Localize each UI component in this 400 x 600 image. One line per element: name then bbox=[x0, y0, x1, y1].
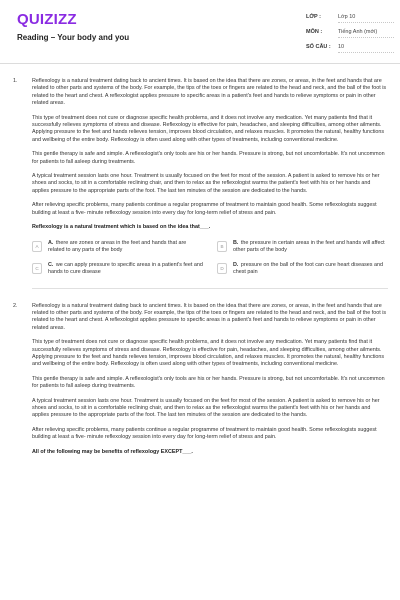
meta-value-class: Lớp 10 bbox=[338, 14, 394, 23]
option-d-key: D. bbox=[233, 261, 239, 268]
answer-options bbox=[32, 240, 388, 276]
question-number: 1. bbox=[13, 78, 18, 84]
passage-paragraph: After relieving specific problems, many patients continue a regular programme of treatment to maintain good health. Some reflexologists suggest building at least a five- minute reflexology session into every day for long-term relief of stress and pain. bbox=[32, 202, 377, 216]
meta-row-question-count bbox=[306, 42, 394, 55]
question-1 bbox=[0, 78, 400, 289]
meta-label-subject: MÔN : bbox=[306, 29, 323, 35]
worksheet-meta bbox=[306, 12, 394, 57]
option-c-label: we can apply pressure to specific areas in a patient's feet and hands to cure disease bbox=[48, 261, 203, 275]
option-d-checkbox[interactable]: D bbox=[217, 263, 227, 274]
question-2 bbox=[0, 303, 400, 457]
passage-paragraph: A typical treatment session lasts one hour. Treatment is usually focused on the feet for most of the session. A patient is asked to remove his or her shoes and socks, to sit in a comfortable reclining chair, and then to relax as the reflexologist warms the patient's feet with his or her hands and applies pressure to the appropriate parts of the foot. The last ten minutes of the session are dedicated to the hands. bbox=[32, 397, 380, 419]
option-b-label: the pressure in certain areas in the feet and hands will affect other parts of the body bbox=[233, 239, 385, 253]
passage-paragraph: A typical treatment session lasts one hour. Treatment is usually focused on the feet for most of the session. A patient is asked to remove his or her shoes and socks, to sit in a comfortable reclining chair, and then to relax as the reflexologist warms the patient's feet with his or her hands and applies pressure to the appropriate parts of the foot. The last ten minutes of the session are dedicated to the hands. bbox=[32, 173, 380, 194]
question-prompt: All of the following may be benefits of reflexology EXCEPT___. bbox=[32, 448, 193, 455]
header-divider bbox=[0, 63, 400, 64]
meta-label-class: LỚP : bbox=[306, 14, 321, 20]
option-d-label: pressure on the ball of the foot can cure heart diseases and chest pain bbox=[233, 261, 383, 275]
option-a-text bbox=[48, 240, 203, 254]
answer-option-b[interactable] bbox=[217, 240, 388, 254]
passage-paragraph: This gentle therapy is safe and simple. A reflexologist's only tools are his or her hands. Pressure is strong, but not uncomfortable. It's not uncommon for patients to fall asleep during treatments. bbox=[32, 375, 385, 390]
question-number: 2. bbox=[13, 302, 18, 309]
passage-paragraph: Reflexology is a natural treatment dating back to ancient times. It is based on the idea that there are zones, or areas, in the feet and hands that are related to other parts and systems of the body. For example, the tips of the toes or fingers are related to the head and neck, and the ball of the foot is related to the heart and chest. A reflexologist applies pressure to specific areas in a patient's feet and hands to relieve symptoms or pain in other related areas. bbox=[32, 302, 387, 331]
option-b-checkbox[interactable]: B bbox=[217, 241, 227, 252]
answer-option-a[interactable] bbox=[32, 240, 203, 254]
quizizz-logo: QUIZIZZ bbox=[17, 11, 77, 28]
answer-option-c[interactable] bbox=[32, 262, 203, 276]
option-c-text bbox=[48, 262, 203, 276]
meta-row-subject bbox=[306, 27, 394, 40]
meta-value-question-count: 10 bbox=[338, 44, 394, 53]
worksheet-title: Reading – Your body and you bbox=[17, 33, 130, 42]
option-a-key: A. bbox=[48, 239, 54, 246]
question-prompt: Reflexology is a natural treatment which is based on the idea that___. bbox=[32, 224, 211, 231]
option-c-key: C. bbox=[48, 261, 54, 268]
option-b-text bbox=[233, 240, 388, 254]
passage-paragraph: After relieving specific problems, many patients continue a regular programme of treatment to maintain good health. Some reflexologists suggest building at least a five- minute reflexology session into every day for long-term relief of stress and pain. bbox=[32, 426, 377, 441]
meta-value-subject: Tiếng Anh (mới) bbox=[338, 29, 394, 38]
meta-label-question-count: SỐ CÂU : bbox=[306, 44, 331, 50]
option-c-checkbox[interactable]: C bbox=[32, 263, 42, 274]
option-b-key: B. bbox=[233, 239, 239, 246]
meta-row-class bbox=[306, 12, 394, 25]
passage-paragraph: This gentle therapy is safe and simple. A reflexologist's only tools are his or her hands. Pressure is strong, but not uncomfortable. It's not uncommon for patients to fall asleep during treatments. bbox=[32, 151, 385, 165]
option-d-text bbox=[233, 262, 388, 276]
passage-paragraph: Reflexology is a natural treatment dating back to ancient times. It is based on the idea that there are zones, or areas, in the feet and hands that are related to other parts and systems of the body. For example, the tips of the toes or fingers are related to the head and neck, and the ball of the foot is related to the heart and chest. A reflexologist applies pressure to specific areas in a patient's feet and hands to relieve symptoms or pain in other related areas. bbox=[32, 78, 387, 107]
worksheet-header bbox=[0, 0, 400, 64]
answer-option-d[interactable] bbox=[217, 262, 388, 276]
question-divider bbox=[32, 288, 388, 289]
passage-paragraph: This type of treatment does not cure or diagnose specific health problems, and it does not involve any medication. Yet many patients find that it successfully relieves symptoms of stress and disease. Reflexology is effective for pain, headaches, and sleeping difficulties, among other ailments. Applying pressure to the feet and hands relieves tension, improves blood circulation, and relaxes muscles. It promotes the natural, healthy functions and wellbeing of the entire body. Reflexology is often used along with other types of treatments, including conventional medicine. bbox=[32, 339, 385, 368]
option-a-checkbox[interactable]: A bbox=[32, 241, 42, 252]
option-a-label: there are zones or areas in the feet and hands that are related to any parts of the body bbox=[48, 239, 187, 253]
passage-paragraph: This type of treatment does not cure or diagnose specific health problems, and it does not involve any medication. Yet many patients find that it successfully relieves symptoms of stress and disease. Reflexology is effective for pain, headaches, and sleeping difficulties, among other ailments. Applying pressure to the feet and hands relieves tension, improves blood circulation, and relaxes muscles. It promotes the natural, healthy functions and wellbeing of the entire body. Reflexology is often used along with other types of treatments, including conventional medicine. bbox=[32, 114, 385, 143]
question-list bbox=[0, 78, 400, 470]
